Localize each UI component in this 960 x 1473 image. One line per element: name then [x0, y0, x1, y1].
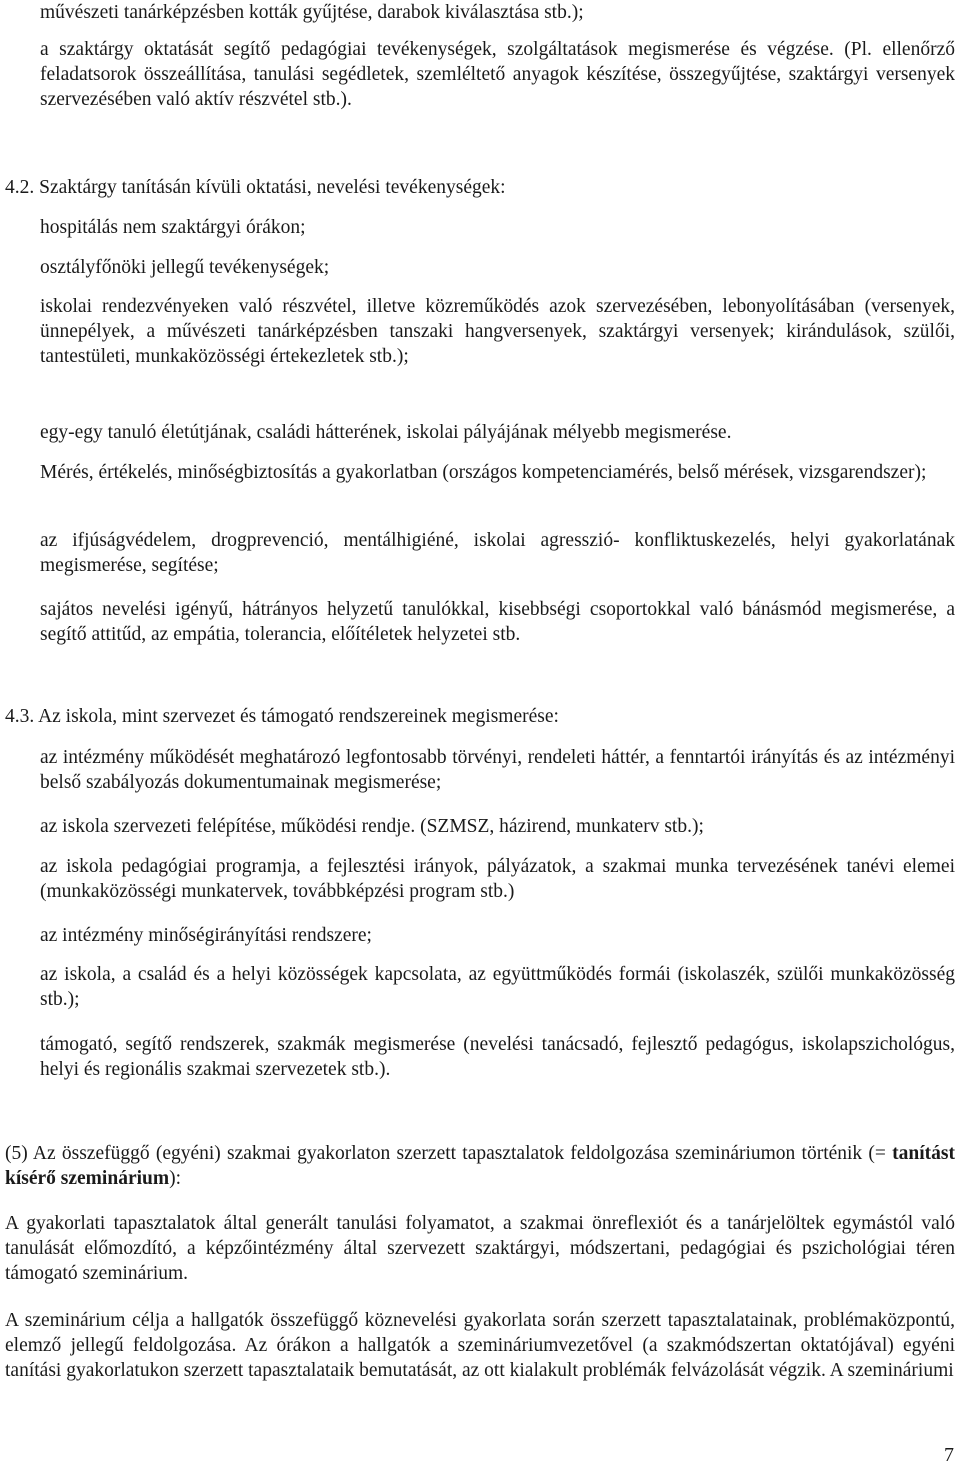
list-item: az iskola pedagógiai programja, a fejlesztési irányok, pályázatok, a szakmai munka tervezésének tanévi elemei (munkaközösségi munkatervek, továbbképzési program stb.): [40, 856, 955, 902]
list-item: osztályfőnöki jellegű tevékenységek;: [40, 257, 330, 278]
section-title: Az iskola, mint szervezet és támogató rendszereinek megismerése:: [38, 706, 559, 727]
section-number: 4.2.: [5, 177, 35, 198]
body-paragraph: A szeminárium célja a hallgatók összefüggő köznevelési gyakorlata során szerzett tapasztalatainak, problémaközpontú, elemző jellegű feldolgozása. Az órákon a hallgatók a szemináriumvezetővel (a szakmódszertan oktatójával) egyéni tanítási gyakorlatukon szerzett tapasztalataik bemutatását, az ott kialakult problémák felvázolását végzik. A szemináriumi: [5, 1310, 955, 1381]
list-item: az intézmény minőségirányítási rendszere;: [40, 925, 372, 946]
continuation-line: művészeti tanárképzésben kották gyűjtése, darabok kiválasztása stb.);: [40, 2, 584, 23]
list-item: az ifjúságvédelem, drogprevenció, mentálhigiéné, iskolai agresszió- konfliktuskezelés, helyi gyakorlatának megismerése, segítése;: [40, 530, 955, 576]
list-item: Mérés, értékelés, minőségbiztosítás a gyakorlatban (országos kompetenciamérés, belső mérések, vizsgarendszer);: [40, 462, 927, 483]
intro-text: (5) Az összefüggő (egyéni) szakmai gyakorlaton szerzett tapasztalatok feldolgozása szemináriumon történik (=: [5, 1143, 893, 1164]
intro-suffix: ):: [169, 1168, 182, 1189]
section-5-intro: [5, 1141, 955, 1191]
section-number: 4.3.: [5, 706, 35, 727]
section-heading: [5, 704, 955, 729]
list-item: az intézmény működését meghatározó legfontosabb törvényi, rendeleti háttér, a fenntartói irányítás és az intézményi belső szabályozás dokumentumainak megismerése;: [40, 747, 955, 793]
list-item: egy-egy tanuló életútjának, családi hátterének, iskolai pályájának mélyebb megismerése.: [40, 422, 732, 443]
list-item: sajátos nevelési igényű, hátrányos helyzetű tanulókkal, kisebbségi csoportokkal való bánásmód megismerése, a segítő attitűd, az empátia, tolerancia, előítéletek helyzetei stb.: [40, 599, 955, 645]
section-title: Szaktárgy tanításán kívüli oktatási, nevelési tevékenységek:: [39, 177, 506, 198]
list-item: az iskola, a család és a helyi közösségek kapcsolata, az együttműködés formái (iskolaszék, szülői munkaközösség stb.);: [40, 964, 955, 1010]
page-number: 7: [944, 1444, 954, 1466]
list-item: iskolai rendezvényeken való részvétel, illetve közreműködés azok szervezésében, lebonyolításában (versenyek, ünnepélyek, a művészeti tanárképzésben tanszaki hangversenyek, szaktárgyi versenyek; kirándulások, szülői, tantestületi, munkaközösségi értekezletek stb.);: [40, 296, 955, 367]
list-item: hospitálás nem szaktárgyi órákon;: [40, 217, 306, 238]
body-paragraph: A gyakorlati tapasztalatok által generált tanulási folyamatot, a szakmai önreflexiót és a tanárjelöltek egymástól való tanulását előmozdító, a képzőintézmény által szervezett szaktárgyi, módszertani, pedagógiai és pszichológiai téren támogató szeminárium.: [5, 1213, 955, 1284]
list-item: a szaktárgy oktatását segítő pedagógiai tevékenységek, szolgáltatások megismerése és végzése. (Pl. ellenőrző feladatsorok összeállítása, tanulási segédletek, szemléltető anyagok készítése, összegyűjtése, szaktárgyi versenyek szervezésében való aktív részvétel stb.).: [40, 39, 955, 110]
intro-emphasis: tanítást kísérő szeminárium: [5, 1143, 955, 1189]
list-item: az iskola szervezeti felépítése, működési rendje. (SZMSZ, házirend, munkaterv stb.);: [40, 816, 704, 837]
section-heading: [5, 175, 955, 200]
list-item: támogató, segítő rendszerek, szakmák megismerése (nevelési tanácsadó, fejlesztő pedagógus, iskolapszichológus, helyi és regionális szakmai szervezetek stb.).: [40, 1034, 955, 1080]
